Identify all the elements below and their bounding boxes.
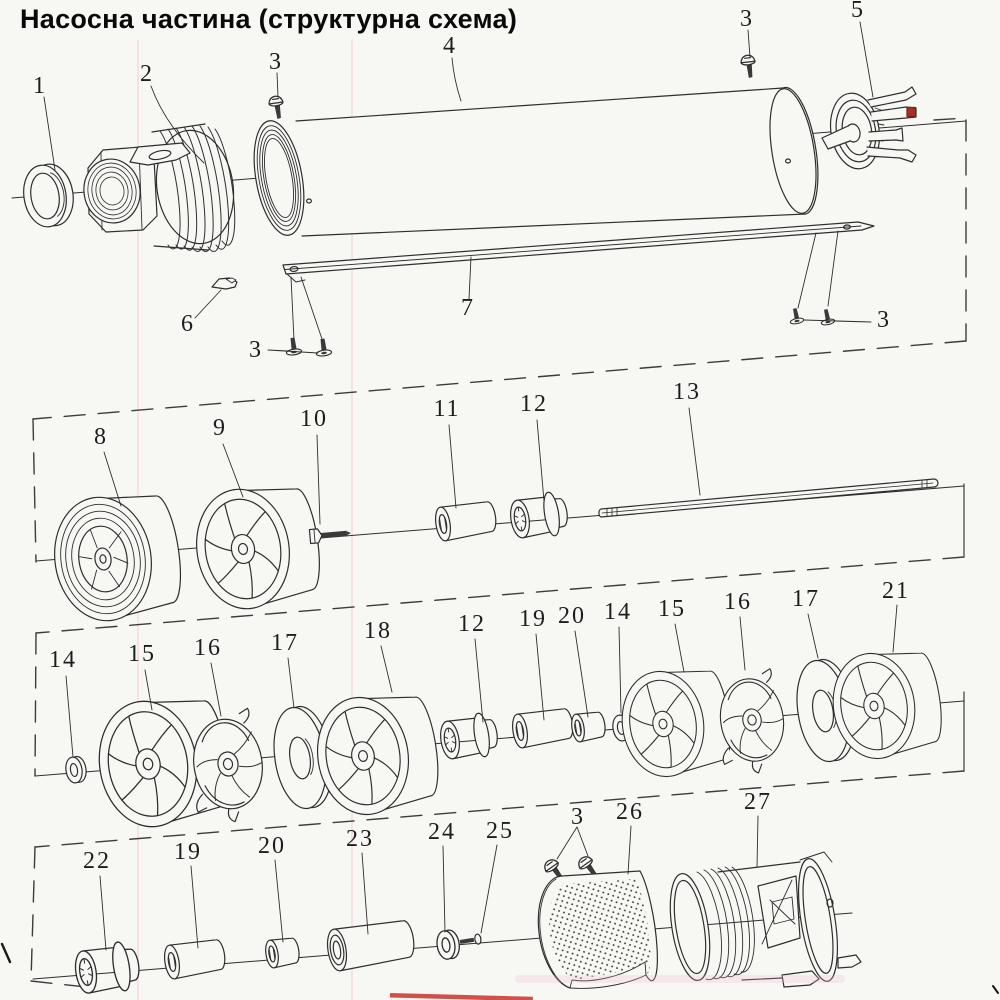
part-callout-intake-assembly-3: 3	[571, 804, 585, 830]
part-callout-impeller-stack-15: 15	[658, 596, 686, 622]
part-6-clip	[212, 278, 237, 289]
part-callout-impeller-stack-16: 16	[194, 635, 222, 661]
part-1-ring	[19, 161, 77, 230]
part-9-diffuser	[188, 478, 326, 615]
part-26-strainer	[538, 871, 657, 988]
part-2-discharge-head	[79, 124, 241, 252]
part-12-coupling	[438, 711, 501, 763]
part-4-cylinder-sleeve	[246, 85, 823, 239]
part-20-bushing	[570, 710, 607, 743]
part-3-screw	[788, 307, 804, 325]
red-mark	[907, 108, 916, 117]
part-callout-impeller-stack-18: 18	[364, 618, 392, 644]
part-3-screw	[284, 337, 301, 356]
part-5-end-cap	[822, 87, 916, 172]
part-16-impeller	[710, 668, 791, 778]
part-callout-upper-casing-4: 4	[443, 33, 457, 59]
part-callout-intake-assembly-20: 20	[258, 833, 286, 859]
part-callout-shaft-stage-8: 8	[94, 424, 108, 450]
part-callout-intake-assembly-26: 26	[616, 799, 644, 825]
part-14-washer	[64, 755, 88, 784]
part-3-screw	[740, 55, 756, 79]
part-19-bushing	[510, 706, 575, 749]
part-callout-upper-casing-3: 3	[269, 49, 283, 75]
part-callout-upper-casing-7: 7	[461, 295, 475, 321]
part-callout-impeller-stack-17: 17	[792, 586, 820, 612]
part-3-screw	[268, 95, 285, 120]
part-8-threaded-drum	[46, 486, 188, 628]
part-11-bushing	[433, 499, 498, 542]
part-callout-impeller-stack-20: 20	[558, 603, 586, 629]
part-callout-upper-casing-3: 3	[249, 337, 263, 363]
part-callout-intake-assembly-24: 24	[428, 819, 456, 845]
part-callout-impeller-stack-14: 14	[604, 599, 632, 625]
part-3-screw	[314, 338, 331, 357]
part-callout-upper-casing-6: 6	[181, 311, 195, 337]
part-20-bushing	[264, 936, 301, 969]
part-22-coupling	[72, 939, 142, 998]
part-callout-intake-assembly-22: 22	[83, 848, 111, 874]
part-callout-upper-casing-1: 1	[33, 73, 47, 99]
part-callout-upper-casing-2: 2	[140, 61, 154, 87]
part-callout-shaft-stage-11: 11	[433, 396, 461, 422]
part-10-bolt	[309, 526, 351, 544]
part-3-screw	[819, 308, 835, 326]
part-callout-impeller-stack-12: 12	[458, 611, 486, 637]
part-27-intake-housing	[664, 852, 861, 987]
part-12-coupling	[508, 490, 571, 542]
red-underline-mark	[390, 993, 533, 1000]
part-callout-intake-assembly-25: 25	[486, 818, 514, 844]
part-callout-impeller-stack-19: 19	[519, 606, 547, 632]
part-callout-shaft-stage-10: 10	[300, 406, 328, 432]
part-15-diffuser	[615, 662, 737, 783]
page-title: Насосна частина (структурна схема)	[20, 4, 518, 34]
part-callout-intake-assembly-19: 19	[174, 839, 202, 865]
part-24-washer	[435, 929, 461, 961]
part-callout-shaft-stage-12: 12	[520, 391, 548, 417]
part-callout-impeller-stack-14: 14	[49, 647, 77, 673]
part-callout-upper-casing-3: 3	[740, 6, 754, 32]
part-23-bushing	[325, 917, 417, 972]
part-25-screw	[459, 934, 481, 947]
part-callout-impeller-stack-17: 17	[271, 630, 299, 656]
part-callout-intake-assembly-27: 27	[744, 789, 772, 815]
watermark-artifacts	[2, 944, 998, 1000]
part-18-diffuser	[309, 686, 445, 821]
part-19-bushing	[162, 937, 227, 980]
part-callout-shaft-stage-13: 13	[673, 379, 701, 405]
part-callout-impeller-stack-15: 15	[128, 641, 156, 667]
part-callout-shaft-stage-9: 9	[213, 415, 227, 441]
part-13-shaft	[599, 479, 938, 517]
part-callout-upper-casing-3: 3	[877, 307, 891, 333]
part-callout-impeller-stack-16: 16	[724, 589, 752, 615]
part-callout-impeller-stack-21: 21	[882, 578, 910, 604]
part-callout-intake-assembly-23: 23	[346, 826, 374, 852]
part-callout-upper-casing-5: 5	[851, 0, 865, 23]
